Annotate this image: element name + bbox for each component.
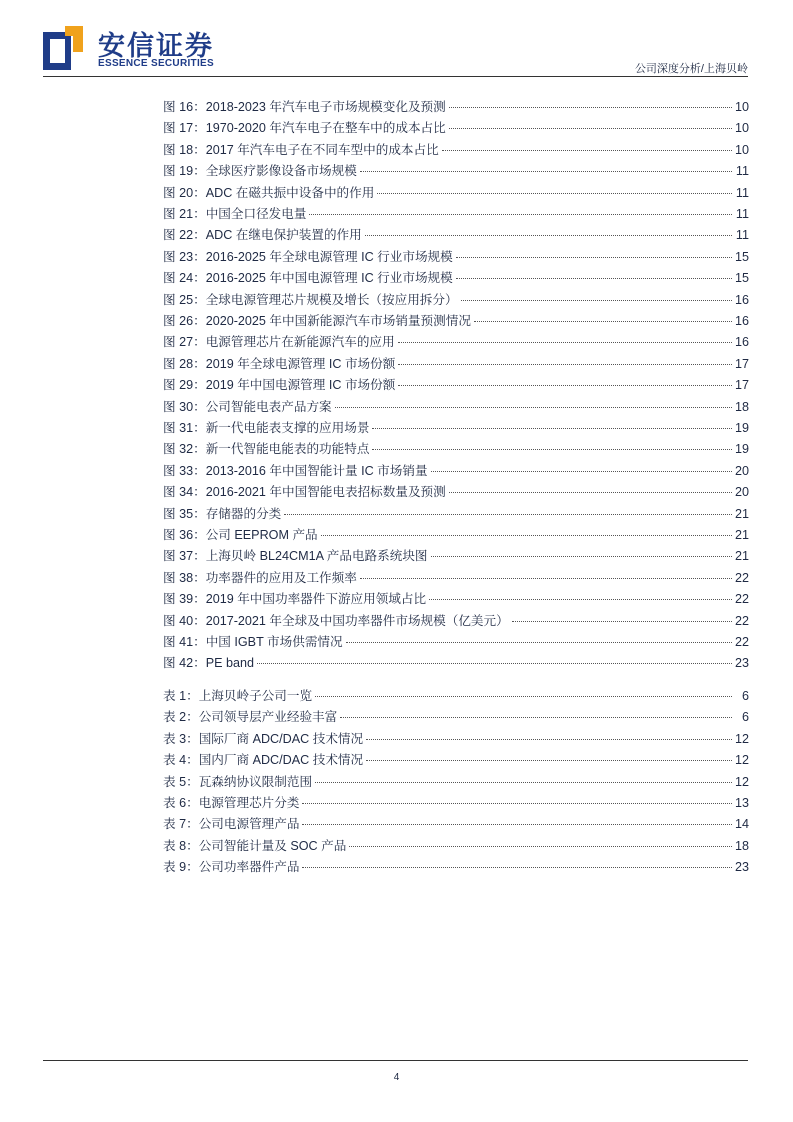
figure-entry-label: 图 17：1970-2020 年汽车电子在整车中的成本占比: [163, 121, 446, 136]
figure-entry[interactable]: [163, 568, 749, 588]
figure-entry[interactable]: [163, 118, 749, 138]
figure-entry-page: 21: [734, 506, 749, 521]
figure-entry[interactable]: [163, 161, 749, 181]
essence-logo-icon: [43, 26, 83, 70]
figure-entry[interactable]: [163, 461, 749, 481]
dot-leader: [398, 364, 732, 365]
figure-entry-label: 图 21：中国全口径发电量: [163, 207, 307, 221]
figure-entry-label: 图 41：中国 IGBT 市场供需情况: [163, 635, 343, 649]
table-entry-page: 18: [734, 838, 749, 853]
dot-leader: [429, 599, 732, 600]
figure-entry-label: 图 29：2019 年中国电源管理 IC 市场份额: [163, 378, 396, 393]
dot-leader: [377, 193, 732, 194]
dot-leader: [461, 300, 732, 301]
page-number: 4: [393, 1072, 400, 1083]
figure-entry[interactable]: [163, 504, 749, 524]
figure-entry[interactable]: [163, 375, 749, 395]
figure-entry-page: 22: [734, 635, 749, 649]
table-entry-label: 表 6：电源管理芯片分类: [163, 796, 300, 810]
figure-entry[interactable]: [163, 183, 749, 203]
figure-entry-label: 图 24：2016-2025 年中国电源管理 IC 行业市场规模: [163, 271, 453, 286]
figure-entry-page: 10: [734, 121, 749, 136]
table-entry-page: 6: [741, 710, 749, 725]
figure-entry-label: 图 33：2013-2016 年中国智能计量 IC 市场销量: [163, 463, 428, 478]
brand-name-en: ESSENCE SECURITIES: [98, 58, 214, 69]
figure-entry-page: 10: [734, 142, 749, 157]
table-entry[interactable]: [163, 686, 749, 706]
figure-entry-page: 16: [734, 335, 749, 350]
figure-entry-label: 图 36：公司 EEPROM 产品: [163, 528, 318, 542]
figure-entry-page: 23: [734, 656, 749, 671]
figure-entry-label: 图 39：2019 年中国功率器件下游应用领域占比: [163, 592, 427, 607]
dot-leader: [346, 642, 732, 643]
figure-entry-page: 22: [734, 613, 749, 628]
figure-entry-page: 16: [734, 314, 749, 328]
table-entry-label: 表 8：公司智能计量及 SOC 产品: [163, 838, 347, 853]
table-entry[interactable]: [163, 857, 749, 877]
report-title: 公司深度分析/上海贝岭: [634, 63, 748, 75]
table-entry-page: 12: [734, 731, 749, 746]
table-entry-page: 6: [741, 689, 749, 703]
figure-entry-label: 图 23：2016-2025 年全球电源管理 IC 行业市场规模: [163, 249, 453, 264]
figure-entry[interactable]: [163, 354, 749, 374]
figure-entry[interactable]: [163, 332, 749, 352]
dot-leader: [398, 342, 732, 343]
figure-entry[interactable]: [163, 268, 749, 288]
figure-entry[interactable]: [163, 589, 749, 609]
table-entry-page: 12: [734, 774, 749, 789]
table-entry-label: 表 5：瓦森纳协议限制范围: [163, 774, 313, 789]
figure-entry-page: 17: [734, 378, 749, 393]
dot-leader: [449, 107, 732, 108]
table-entry[interactable]: [163, 750, 749, 770]
dot-leader: [431, 556, 732, 557]
figure-entry[interactable]: [163, 482, 749, 502]
figure-entry-page: 11: [735, 185, 749, 200]
footer-divider: [43, 1060, 748, 1061]
dot-leader: [309, 214, 732, 215]
table-entry[interactable]: [163, 814, 749, 834]
dot-leader: [366, 739, 732, 740]
dot-leader: [360, 171, 732, 172]
table-entry[interactable]: [163, 793, 749, 813]
figure-entry-label: 图 30：公司智能电表产品方案: [163, 399, 332, 414]
figure-entry-label: 图 34：2016-2021 年中国智能电表招标数量及预测: [163, 485, 446, 500]
figure-entry[interactable]: [163, 611, 749, 631]
dot-leader: [449, 492, 732, 493]
figure-entry-page: 15: [734, 271, 749, 286]
table-entry-label: 表 1：上海贝岭子公司一览: [163, 689, 313, 703]
figure-entry[interactable]: [163, 204, 749, 224]
table-entry[interactable]: [163, 836, 749, 856]
figure-entry-label: 图 37：上海贝岭 BL24CM1A 产品电路系统块图: [163, 549, 428, 564]
table-entry-page: 23: [734, 860, 749, 875]
dot-leader: [398, 385, 732, 386]
dot-leader: [302, 824, 732, 825]
dot-leader: [449, 128, 732, 129]
figure-entry-label: 图 31：新一代电能表支撑的应用场景: [163, 421, 370, 435]
table-entry[interactable]: [163, 707, 749, 727]
dot-leader: [442, 150, 732, 151]
dot-leader: [335, 407, 732, 408]
figure-entry-label: 图 35：存储器的分类: [163, 506, 282, 521]
figure-entry[interactable]: [163, 439, 749, 459]
dot-leader: [512, 621, 732, 622]
dot-leader: [321, 535, 732, 536]
figure-entry-page: 22: [734, 592, 749, 607]
dot-leader: [456, 278, 732, 279]
dot-leader: [340, 717, 732, 718]
figure-entry-label: 图 38：功率器件的应用及工作频率: [163, 570, 357, 585]
dot-leader: [315, 782, 732, 783]
table-entry-page: 13: [734, 796, 749, 810]
figure-entry-page: 21: [734, 528, 749, 542]
figure-entry[interactable]: [163, 247, 749, 267]
figure-entry[interactable]: [163, 397, 749, 417]
figure-entry-label: 图 18：2017 年汽车电子在不同车型中的成本占比: [163, 142, 439, 157]
dot-leader: [365, 235, 732, 236]
dot-leader: [456, 257, 732, 258]
figure-entry-label: 图 26：2020-2025 年中国新能源汽车市场销量预测情况: [163, 314, 471, 328]
header-divider: [43, 76, 748, 77]
figure-entry-page: 22: [734, 570, 749, 585]
figure-entry-page: 10: [734, 100, 749, 114]
figure-entry-page: 11: [735, 207, 749, 221]
brand-name-cn: 安信证券: [98, 31, 214, 61]
table-entry[interactable]: [163, 772, 749, 792]
dot-leader: [349, 846, 732, 847]
figure-entry[interactable]: [163, 97, 749, 117]
figure-entry-page: 19: [734, 421, 749, 435]
figure-entry-label: 图 22：ADC 在继电保护装置的作用: [163, 228, 362, 243]
figure-entry-label: 图 28：2019 年全球电源管理 IC 市场份额: [163, 356, 396, 371]
dot-leader: [372, 449, 732, 450]
figure-entry-page: 16: [734, 292, 749, 307]
figure-entry[interactable]: [163, 311, 749, 331]
figure-entry-label: 图 19：全球医疗影像设备市场规模: [163, 164, 357, 179]
figure-entry-page: 20: [734, 485, 749, 500]
figure-entry[interactable]: [163, 225, 749, 245]
dot-leader: [431, 471, 732, 472]
figure-entry-label: 图 16：2018-2023 年汽车电子市场规模变化及预测: [163, 100, 446, 114]
dot-leader: [366, 760, 732, 761]
figure-entry-page: 20: [734, 463, 749, 478]
figure-entry-page: 21: [734, 549, 749, 564]
table-entry-label: 表 3：国际厂商 ADC/DAC 技术情况: [163, 731, 364, 746]
figure-entry-label: 图 40：2017-2021 年全球及中国功率器件市场规模（亿美元）: [163, 613, 509, 628]
figure-entry[interactable]: [163, 290, 749, 310]
figure-entry[interactable]: [163, 546, 749, 566]
page-header: [0, 0, 793, 80]
table-entry-label: 表 7：公司电源管理产品: [163, 817, 300, 832]
dot-leader: [372, 428, 732, 429]
table-entry-page: 14: [734, 817, 749, 832]
dot-leader: [474, 321, 732, 322]
dot-leader: [302, 803, 732, 804]
dot-leader: [360, 578, 732, 579]
dot-leader: [315, 696, 732, 697]
figure-entry-label: 图 27：电源管理芯片在新能源汽车的应用: [163, 335, 395, 350]
table-entry[interactable]: [163, 729, 749, 749]
figure-entry-label: 图 32：新一代智能电能表的功能特点: [163, 442, 370, 457]
dot-leader: [284, 514, 732, 515]
table-entry-page: 12: [734, 753, 749, 768]
figure-entry[interactable]: [163, 632, 749, 652]
dot-leader: [302, 867, 732, 868]
figure-entry-page: 18: [734, 399, 749, 414]
figure-entry-page: 19: [734, 442, 749, 457]
figure-entry-page: 17: [734, 356, 749, 371]
figure-entry-page: 11: [735, 164, 749, 179]
figure-entry[interactable]: [163, 653, 749, 673]
table-entry-label: 表 9：公司功率器件产品: [163, 860, 300, 875]
figure-entry-label: 图 25：全球电源管理芯片规模及增长（按应用拆分）: [163, 292, 458, 307]
figure-entry-label: 图 20：ADC 在磁共振中设备中的作用: [163, 185, 375, 200]
figure-entry-page: 11: [735, 228, 749, 243]
table-entry-label: 表 2：公司领导层产业经验丰富: [163, 710, 338, 725]
figure-entry[interactable]: [163, 418, 749, 438]
figure-entry-label: 图 42：PE band: [163, 656, 255, 671]
figure-entry[interactable]: [163, 525, 749, 545]
figure-entry-page: 15: [734, 249, 749, 264]
table-entry-label: 表 4：国内厂商 ADC/DAC 技术情况: [163, 753, 364, 768]
figure-entry[interactable]: [163, 140, 749, 160]
dot-leader: [257, 663, 732, 664]
